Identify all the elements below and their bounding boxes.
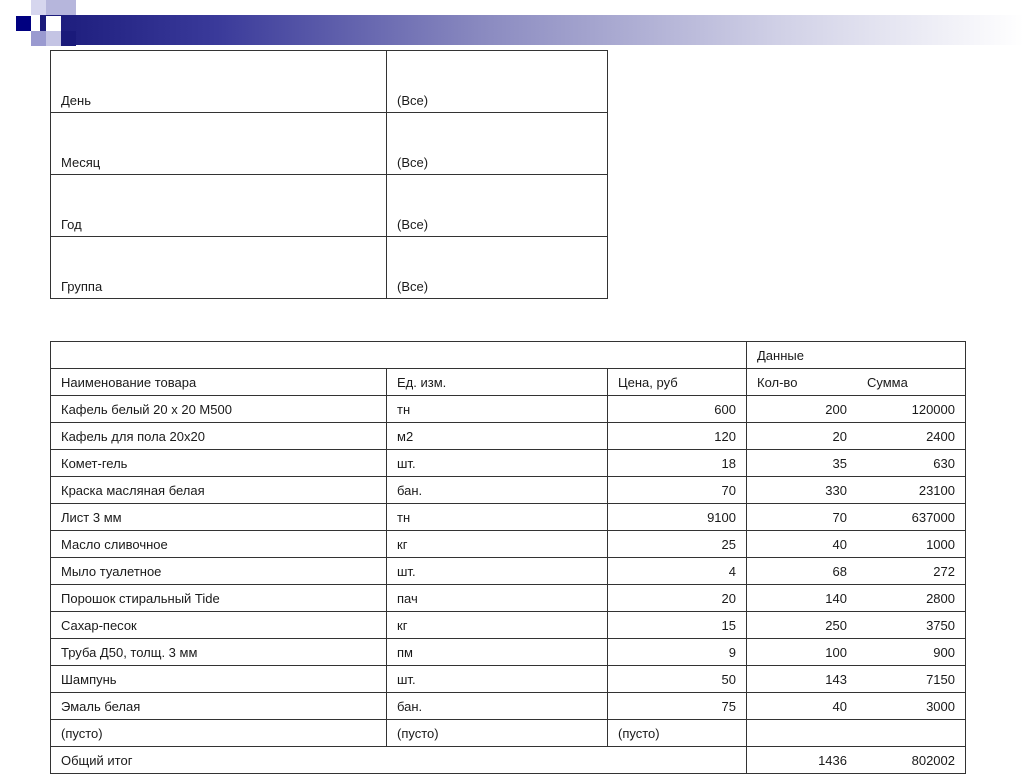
cell-unit: бан. bbox=[387, 693, 608, 720]
header-square-decoration bbox=[31, 0, 46, 15]
table-row bbox=[51, 639, 966, 666]
cell-price: 4 bbox=[608, 558, 747, 585]
header-square-decoration bbox=[46, 0, 76, 15]
cell-name: Комет-гель bbox=[51, 450, 387, 477]
table-row bbox=[51, 666, 966, 693]
cell-qty: 200 bbox=[747, 396, 858, 423]
pivot-data-header-row bbox=[51, 342, 966, 369]
column-header-price[interactable]: Цена, руб bbox=[608, 369, 747, 396]
cell-sum: 637000 bbox=[857, 504, 966, 531]
header-square-decoration bbox=[46, 31, 61, 46]
cell-unit: кг bbox=[387, 531, 608, 558]
cell-price: 15 bbox=[608, 612, 747, 639]
table-row bbox=[51, 558, 966, 585]
table-row bbox=[51, 720, 966, 747]
cell-unit: шт. bbox=[387, 450, 608, 477]
cell-unit: тн bbox=[387, 396, 608, 423]
cell-sum: 23100 bbox=[857, 477, 966, 504]
cell-name: Порошок стиральный Tide bbox=[51, 585, 387, 612]
cell-price: (пусто) bbox=[608, 720, 747, 747]
filter-label[interactable]: День bbox=[51, 51, 387, 113]
filter-row bbox=[51, 51, 608, 113]
pivot-table bbox=[50, 341, 966, 774]
table-row bbox=[51, 531, 966, 558]
data-header[interactable]: Данные bbox=[747, 342, 966, 369]
filter-value[interactable]: (Все) bbox=[387, 237, 608, 299]
cell-unit: кг bbox=[387, 612, 608, 639]
cell-price: 70 bbox=[608, 477, 747, 504]
cell-qty bbox=[747, 720, 858, 747]
cell-price: 50 bbox=[608, 666, 747, 693]
column-header-name[interactable]: Наименование товара bbox=[51, 369, 387, 396]
cell-qty: 70 bbox=[747, 504, 858, 531]
cell-unit: пач bbox=[387, 585, 608, 612]
grand-total-row bbox=[51, 747, 966, 774]
cell-qty: 330 bbox=[747, 477, 858, 504]
filter-label[interactable]: Группа bbox=[51, 237, 387, 299]
filter-value[interactable]: (Все) bbox=[387, 51, 608, 113]
table-row bbox=[51, 612, 966, 639]
cell-name: Масло сливочное bbox=[51, 531, 387, 558]
cell-sum: 3000 bbox=[857, 693, 966, 720]
filter-row bbox=[51, 237, 608, 299]
header-gradient-bar bbox=[40, 15, 1024, 45]
table-row bbox=[51, 396, 966, 423]
cell-sum: 272 bbox=[857, 558, 966, 585]
cell-unit: шт. bbox=[387, 558, 608, 585]
cell-unit: шт. bbox=[387, 666, 608, 693]
cell-price: 18 bbox=[608, 450, 747, 477]
cell-sum: 630 bbox=[857, 450, 966, 477]
cell-name: Краска масляная белая bbox=[51, 477, 387, 504]
cell-price: 120 bbox=[608, 423, 747, 450]
filter-value[interactable]: (Все) bbox=[387, 113, 608, 175]
cell-qty: 20 bbox=[747, 423, 858, 450]
table-row bbox=[51, 477, 966, 504]
cell-unit: м2 bbox=[387, 423, 608, 450]
table-row bbox=[51, 693, 966, 720]
cell-unit: пм bbox=[387, 639, 608, 666]
grand-total-qty: 1436 bbox=[747, 747, 858, 774]
table-row bbox=[51, 585, 966, 612]
cell-sum: 3750 bbox=[857, 612, 966, 639]
cell-qty: 140 bbox=[747, 585, 858, 612]
cell-sum: 2800 bbox=[857, 585, 966, 612]
column-header-qty: Кол-во bbox=[747, 369, 858, 396]
cell-price: 20 bbox=[608, 585, 747, 612]
cell-price: 9100 bbox=[608, 504, 747, 531]
grand-total-label: Общий итог bbox=[51, 747, 747, 774]
cell-qty: 35 bbox=[747, 450, 858, 477]
cell-qty: 40 bbox=[747, 693, 858, 720]
cell-qty: 100 bbox=[747, 639, 858, 666]
cell-price: 600 bbox=[608, 396, 747, 423]
table-row bbox=[51, 423, 966, 450]
filter-table bbox=[50, 50, 608, 299]
cell-price: 75 bbox=[608, 693, 747, 720]
header-square-decoration bbox=[61, 31, 76, 46]
filter-row bbox=[51, 113, 608, 175]
column-header-unit[interactable]: Ед. изм. bbox=[387, 369, 608, 396]
cell-price: 25 bbox=[608, 531, 747, 558]
header-square-decoration bbox=[31, 31, 46, 46]
filter-row bbox=[51, 175, 608, 237]
pivot-column-header-row bbox=[51, 369, 966, 396]
cell-name: Мыло туалетное bbox=[51, 558, 387, 585]
cell-name: Сахар-песок bbox=[51, 612, 387, 639]
filter-value[interactable]: (Все) bbox=[387, 175, 608, 237]
cell-name: (пусто) bbox=[51, 720, 387, 747]
header-square-decoration bbox=[46, 16, 61, 31]
cell-unit: (пусто) bbox=[387, 720, 608, 747]
cell-unit: тн bbox=[387, 504, 608, 531]
table-row bbox=[51, 504, 966, 531]
cell-qty: 143 bbox=[747, 666, 858, 693]
cell-name: Кафель для пола 20х20 bbox=[51, 423, 387, 450]
filter-label[interactable]: Год bbox=[51, 175, 387, 237]
table-row bbox=[51, 450, 966, 477]
cell-qty: 250 bbox=[747, 612, 858, 639]
cell-qty: 40 bbox=[747, 531, 858, 558]
cell-name: Кафель белый 20 х 20 М500 bbox=[51, 396, 387, 423]
cell-unit: бан. bbox=[387, 477, 608, 504]
pivot-empty-header-cell bbox=[51, 342, 747, 369]
header-square-decoration bbox=[16, 16, 31, 31]
cell-name: Труба Д50, толщ. 3 мм bbox=[51, 639, 387, 666]
cell-sum bbox=[857, 720, 966, 747]
filter-label[interactable]: Месяц bbox=[51, 113, 387, 175]
cell-price: 9 bbox=[608, 639, 747, 666]
cell-sum: 1000 bbox=[857, 531, 966, 558]
column-header-sum: Сумма bbox=[857, 369, 966, 396]
cell-sum: 2400 bbox=[857, 423, 966, 450]
cell-sum: 120000 bbox=[857, 396, 966, 423]
cell-qty: 68 bbox=[747, 558, 858, 585]
grand-total-sum: 802002 bbox=[857, 747, 966, 774]
cell-sum: 900 bbox=[857, 639, 966, 666]
cell-name: Шампунь bbox=[51, 666, 387, 693]
cell-name: Лист 3 мм bbox=[51, 504, 387, 531]
cell-name: Эмаль белая bbox=[51, 693, 387, 720]
cell-sum: 7150 bbox=[857, 666, 966, 693]
